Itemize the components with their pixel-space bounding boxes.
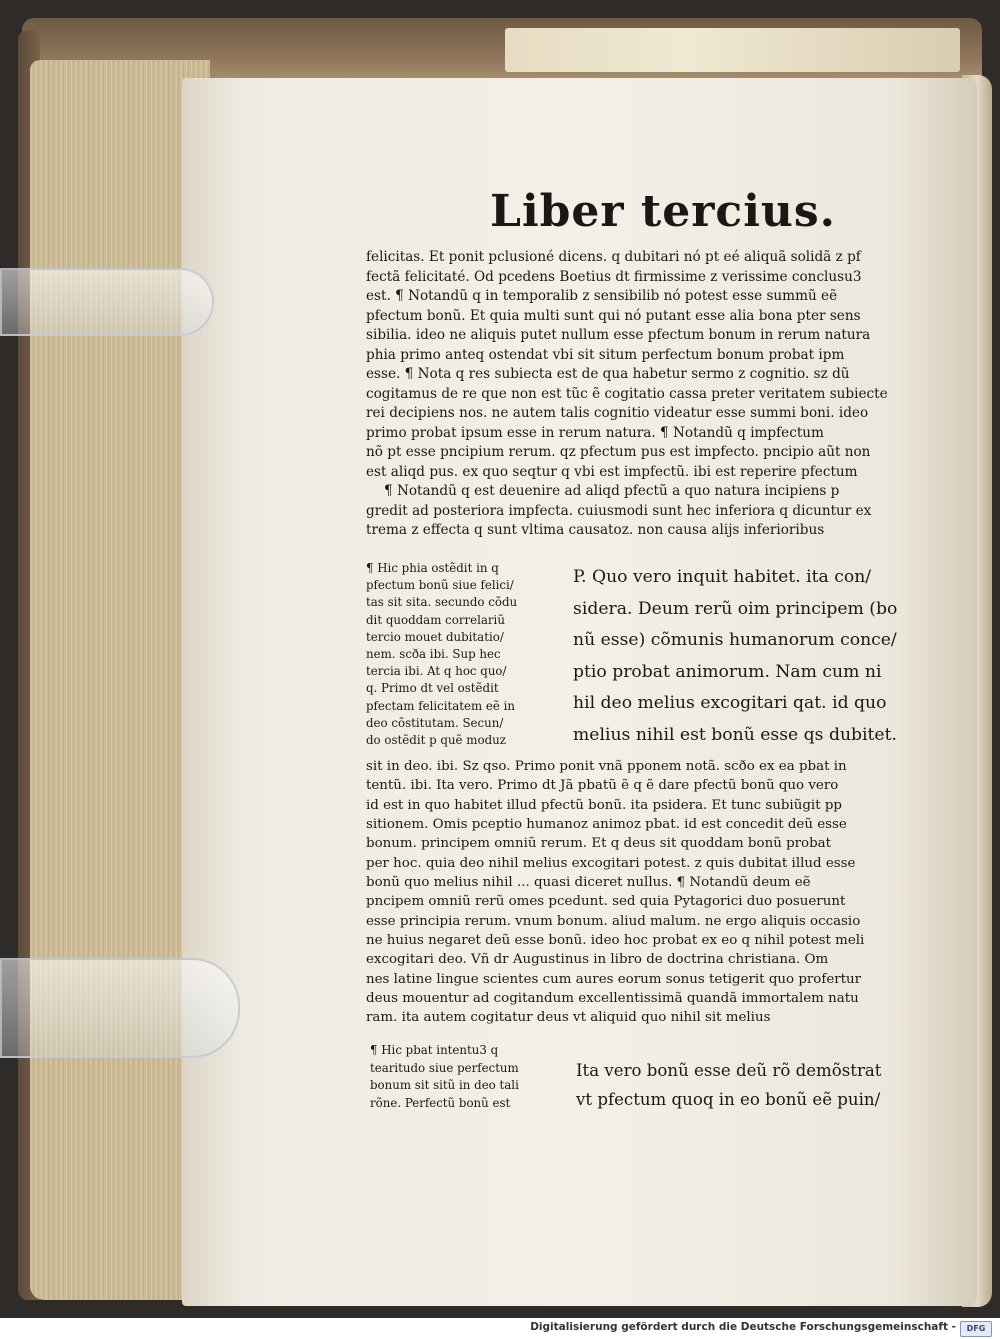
- text-line: nõ pt esse pncipium rerum. qz pfectum pus est impfecto. pncipio aũt non: [366, 444, 871, 460]
- book-strap-bottom: [0, 958, 240, 1058]
- text-line: ptio probat animorum. Nam cum ni: [573, 661, 882, 682]
- text-line: ¶ Notandũ q est deuenire ad aliqd pfectũ a quo natura incipiens p: [384, 483, 840, 499]
- text-line: trema z effecta q sunt vltima causatoz. non causa alijs inferioribus: [366, 522, 825, 538]
- text-line: ¶ Hic pbat intentu3 q: [370, 1043, 499, 1057]
- text-line: hil deo melius excogitari qat. id quo: [573, 693, 887, 713]
- text-line: felicitas. Et ponit pclusioné dicens. q dubitari nó pt eé aliquã solidã z pf: [366, 249, 861, 265]
- funding-credit: Digitalisierung gefördert durch die Deutsche Forschungsgemeinschaft -: [530, 1321, 956, 1333]
- text-line: phia primo anteq ostendat vbi sit situm perfectum bonum probat ipm: [366, 346, 845, 363]
- text-line: pfectum bonũ. Et quia multi sunt qui nó putant esse alia bona pter sens: [366, 307, 861, 324]
- commentary-full-width: [366, 757, 911, 1028]
- text-line: tearitudo siue perfectum: [370, 1060, 519, 1075]
- text-line: tentũ. ibi. Ita vero. Primo dt Jã pbatũ ẽ q ẽ dare pfectũ bonũ quo vero: [366, 778, 839, 794]
- text-line: esse principia rerum. vnum bonum. aliud malum. ne ergo aliquis occasio: [366, 913, 861, 929]
- footer-credit-bar: [0, 1318, 1000, 1339]
- text-line: rei decipiens nos. ne autem talis cognitio videatur esse summi boni. ideo: [366, 405, 869, 421]
- text-line: gredit ad posteriora impfecta. cuiusmodi sunt hec inferiora q dicuntur ex: [366, 502, 872, 519]
- text-line: esse. ¶ Nota q res subiecta est de qua habetur sermo z cognitio. sz dũ: [366, 366, 850, 382]
- text-line: est. ¶ Notandũ q in temporalib z sensibilib nó potest esse summũ eẽ: [366, 288, 838, 304]
- main-text-column-1: [573, 562, 918, 751]
- text-line: per hoc. quia deo nihil melius excogitari potest. z quis dubitat illud esse: [366, 855, 856, 871]
- text-line: pfectum bonũ siue felici/: [366, 578, 514, 593]
- commentary-column-2: [370, 1042, 565, 1112]
- text-line: sit in deo. ibi. Sz qso. Primo ponit vnã pponem notã. scðo ex ea pbat in: [366, 759, 847, 774]
- text-line: pfectam felicitatem eẽ in: [366, 698, 516, 713]
- text-line: Ita vero bonũ esse deũ rõ demõstrat: [576, 1061, 882, 1080]
- text-line: tercio mouet dubitatio/: [366, 629, 504, 644]
- text-line: deus mouentur ad cogitandum excellentissimã quandã immortalem natu: [366, 991, 859, 1007]
- text-line: ram. ita autem cogitatur deus vt aliquid quo nihil sit melius: [366, 1010, 771, 1026]
- text-line: deo cõstitutam. Secun/: [366, 715, 504, 730]
- text-line: dit quoddam correlariũ: [366, 612, 505, 627]
- text-line: ne huius negaret deũ esse bonũ. ideo hoc probat ex eo q nihil potest meli: [366, 933, 865, 949]
- text-line: P. Quo vero inquit habitet. ita con/: [573, 567, 872, 587]
- text-line: sidera. Deum rerũ oim principem (bo: [573, 598, 898, 619]
- text-line: ¶ Hic phia ostẽdit in q: [366, 561, 499, 575]
- text-line: primo probat ipsum esse in rerum natura. ¶ Notandũ q impfectum: [366, 424, 824, 441]
- text-line: excogitari deo. Vñ dr Augustinus in libro de doctrina christiana. Om: [366, 952, 829, 968]
- commentary-column-1: [366, 560, 566, 749]
- text-line: fectã felicitaté. Od pcedens Boetius dt firmissime z verissime conclusu3: [366, 268, 862, 285]
- book-strap-top: [0, 268, 214, 336]
- text-line: rõne. Perfectũ bonũ est: [370, 1095, 511, 1110]
- text-line: vt pfectum quoq in eo bonũ eẽ puin/: [576, 1090, 881, 1109]
- paper-tab-strip: [505, 28, 960, 72]
- text-line: pncipem omniũ rerũ omes pcedunt. sed quia Pytagorici duo posuerunt: [366, 894, 846, 910]
- dfg-logo-icon: DFG: [960, 1321, 992, 1337]
- text-line: est aliqd pus. ex quo seqtur q vbi est impfectũ. ibi est reperire pfectum: [366, 463, 858, 480]
- text-line: sibilia. ideo ne aliquis putet nullum esse pfectum bonum in rerum natura: [366, 327, 871, 343]
- text-line: q. Primo dt vel ostẽdit: [366, 681, 499, 696]
- text-line: melius nihil est bonũ esse qs dubitet.: [573, 724, 897, 745]
- text-line: nem. scða ibi. Sup hec: [366, 646, 501, 661]
- text-line: bonum. principem omniũ rerum. Et q deus sit quoddam bonũ probat: [366, 836, 832, 852]
- intro-text-block: [366, 248, 911, 541]
- text-line: nes latine lingue scientes cum aures eorum sonus tetigerit quo profertur: [366, 971, 862, 987]
- text-line: tas sit sita. secundo cõdu: [366, 595, 518, 610]
- text-line: nũ esse) cõmunis humanorum conce/: [573, 630, 897, 650]
- text-line: sitionem. Omis pceptio humanoz animoz pbat. id est concedit deũ esse: [366, 817, 847, 833]
- text-line: cogitamus de re que non est tũc ẽ cogitatio cassa preter veritatem subiecte: [366, 385, 888, 402]
- text-line: bonũ quo melius nihil ... quasi diceret nullus. ¶ Notandũ deum eẽ: [366, 875, 811, 891]
- text-line: bonum sit sitũ in deo tali: [370, 1078, 519, 1092]
- main-text-column-2: [576, 1056, 916, 1114]
- page-heading: Liber tercius.: [490, 186, 836, 237]
- text-line: tercia ibi. At q hoc quo/: [366, 664, 507, 679]
- text-line: do ostẽdit p quẽ moduz: [366, 732, 506, 747]
- text-line: id est in quo habitet illud pfectũ bonũ. ita psidera. Et tunc subiũgit pp: [366, 797, 842, 813]
